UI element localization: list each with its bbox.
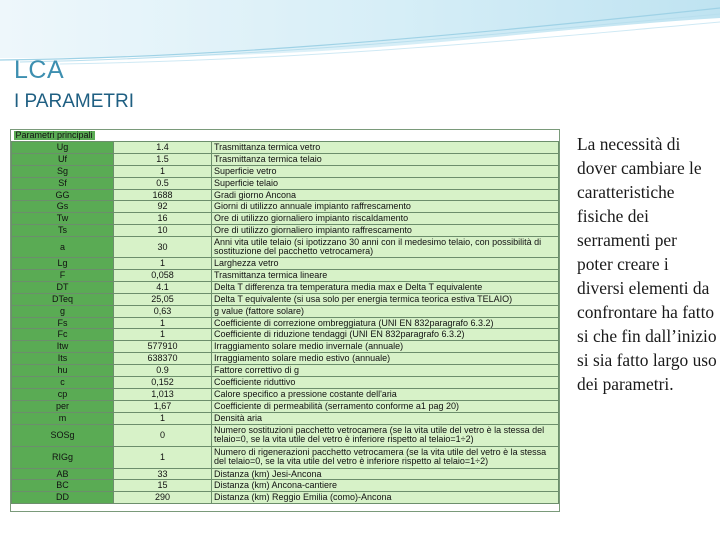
table-row: [12, 446, 559, 468]
parameter-value: 0,63: [114, 305, 212, 317]
parameter-symbol: Itw: [12, 341, 114, 353]
parameter-value: 1: [114, 446, 212, 468]
parameter-symbol: c: [12, 377, 114, 389]
table-row: [12, 281, 559, 293]
parameter-symbol: F: [12, 270, 114, 282]
table-row: [12, 225, 559, 237]
parameter-symbol: Tw: [12, 213, 114, 225]
table-row: [12, 317, 559, 329]
table-row: [12, 424, 559, 446]
parameter-description: Trasmittanza termica vetro: [212, 142, 559, 154]
parameter-value: 0: [114, 424, 212, 446]
parameter-description: Ore di utilizzo giornaliero impianto riscaldamento: [212, 213, 559, 225]
header-decoration: [0, 0, 720, 70]
table-row: [12, 142, 559, 154]
table-row: [12, 365, 559, 377]
parameters-table: [10, 129, 560, 512]
parameter-description: Coefficiente di correzione ombreggiatura (UNI EN 832paragrafo 6.3.2): [212, 317, 559, 329]
table-row: [12, 165, 559, 177]
table-row: [12, 305, 559, 317]
parameter-value: 577910: [114, 341, 212, 353]
parameter-symbol: DTeq: [12, 293, 114, 305]
table-row: [12, 201, 559, 213]
parameter-description: Larghezza vetro: [212, 258, 559, 270]
parameter-value: 0,058: [114, 270, 212, 282]
table-row: [12, 213, 559, 225]
parameter-symbol: Uf: [12, 153, 114, 165]
table-header: Parametri principali: [15, 130, 93, 140]
parameter-description: Gradi giorno Ancona: [212, 189, 559, 201]
parameter-description: Coefficiente di permeabilità (serramento conforme a1 pag 20): [212, 400, 559, 412]
parameter-symbol: Sg: [12, 165, 114, 177]
parameter-value: 1.4: [114, 142, 212, 154]
parameter-description: Numero sostituzioni pacchetto vetrocamera (se la vita utile del vetro è la stessa del telaio=0, se la vita utile del vetro è inferiore rispetto al telaio=1÷2): [212, 424, 559, 446]
parameter-description: Trasmittanza termica lineare: [212, 270, 559, 282]
parameter-description: Delta T differenza tra temperatura media max e Delta T equivalente: [212, 281, 559, 293]
parameter-symbol: hu: [12, 365, 114, 377]
parameter-symbol: Lg: [12, 258, 114, 270]
parameter-symbol: cp: [12, 388, 114, 400]
table-header-row: [12, 130, 559, 142]
parameter-value: 0.9: [114, 365, 212, 377]
table-row: [12, 353, 559, 365]
parameter-symbol: Fs: [12, 317, 114, 329]
table-row: [12, 412, 559, 424]
table-row: [12, 341, 559, 353]
parameter-symbol: Gs: [12, 201, 114, 213]
table-row: [12, 189, 559, 201]
parameter-value: 290: [114, 492, 212, 504]
parameter-symbol: RIGg: [12, 446, 114, 468]
parameter-description: Irraggiamento solare medio invernale (annuale): [212, 341, 559, 353]
parameter-value: 1: [114, 258, 212, 270]
slide-body-text: La necessità di dover cambiare le caratteristiche fisiche dei serramenti per poter creare i diversi elementi da confrontare ha fatto si che fin dall’inizio si sia fatto largo uso dei parametri.: [577, 134, 717, 394]
parameter-value: 1: [114, 165, 212, 177]
table-row: [12, 258, 559, 270]
parameter-value: 10: [114, 225, 212, 237]
parameter-symbol: Fc: [12, 329, 114, 341]
slide-title: LCA: [14, 56, 65, 84]
parameter-value: 1: [114, 329, 212, 341]
table-row: [12, 388, 559, 400]
parameter-value: 1,67: [114, 400, 212, 412]
parameter-value: 1688: [114, 189, 212, 201]
parameter-value: 30: [114, 237, 212, 258]
parameter-description: Anni vita utile telaio (si ipotizzano 30 anni con il medesimo telaio, con possibilità di sostituzione del pacchetto vetrocamera): [212, 237, 559, 258]
parameter-value: 33: [114, 468, 212, 480]
parameter-description: Superficie telaio: [212, 177, 559, 189]
table-row: [12, 400, 559, 412]
parameter-symbol: per: [12, 400, 114, 412]
slide-subtitle: I PARAMETRI: [14, 91, 134, 112]
parameter-description: Distanza (km) Ancona-cantiere: [212, 480, 559, 492]
parameter-description: Trasmittanza termica telaio: [212, 153, 559, 165]
parameter-symbol: DT: [12, 281, 114, 293]
parameter-description: Coefficiente riduttivo: [212, 377, 559, 389]
parameter-description: Numero di rigenerazioni pacchetto vetrocamera (se la vita utile del vetro è la stessa del telaio=0, se la vita utile del vetro è inferiore rispetto al telaio=1÷2): [212, 446, 559, 468]
table-row: [12, 492, 559, 504]
parameter-symbol: SOSg: [12, 424, 114, 446]
parameter-description: Delta T equivalente (si usa solo per energia termica teorica estiva TELAIO): [212, 293, 559, 305]
parameter-symbol: DD: [12, 492, 114, 504]
parameter-symbol: m: [12, 412, 114, 424]
parameter-symbol: Its: [12, 353, 114, 365]
parameters-grid: [11, 130, 559, 504]
parameter-symbol: GG: [12, 189, 114, 201]
parameter-symbol: a: [12, 237, 114, 258]
parameter-description: Calore specifico a pressione costante dell'aria: [212, 388, 559, 400]
parameter-symbol: Ug: [12, 142, 114, 154]
parameter-value: 15: [114, 480, 212, 492]
parameter-value: 1,013: [114, 388, 212, 400]
parameter-description: Fattore correttivo di g: [212, 365, 559, 377]
table-row: [12, 237, 559, 258]
parameter-description: Ore di utilizzo giornaliero impianto raffrescamento: [212, 225, 559, 237]
parameter-symbol: Sf: [12, 177, 114, 189]
parameter-value: 25,05: [114, 293, 212, 305]
parameter-description: Superficie vetro: [212, 165, 559, 177]
parameter-description: Giorni di utilizzo annuale impianto raffrescamento: [212, 201, 559, 213]
parameter-description: Distanza (km) Jesi-Ancona: [212, 468, 559, 480]
parameter-value: 16: [114, 213, 212, 225]
parameter-value: 92: [114, 201, 212, 213]
parameter-symbol: g: [12, 305, 114, 317]
table-row: [12, 270, 559, 282]
parameter-value: 4.1: [114, 281, 212, 293]
parameter-value: 1.5: [114, 153, 212, 165]
table-row: [12, 293, 559, 305]
parameter-description: Irraggiamento solare medio estivo (annuale): [212, 353, 559, 365]
parameter-symbol: BC: [12, 480, 114, 492]
parameter-value: 1: [114, 412, 212, 424]
table-row: [12, 177, 559, 189]
parameter-description: Coefficiente di riduzione tendaggi (UNI EN 832paragrafo 6.3.2): [212, 329, 559, 341]
parameter-value: 0,152: [114, 377, 212, 389]
parameter-description: Distanza (km) Reggio Emilia (como)-Ancona: [212, 492, 559, 504]
parameter-description: g value (fattore solare): [212, 305, 559, 317]
parameter-value: 1: [114, 317, 212, 329]
table-row: [12, 153, 559, 165]
table-row: [12, 480, 559, 492]
table-row: [12, 377, 559, 389]
parameter-value: 0.5: [114, 177, 212, 189]
parameter-value: 638370: [114, 353, 212, 365]
parameter-symbol: AB: [12, 468, 114, 480]
table-row: [12, 329, 559, 341]
table-row: [12, 468, 559, 480]
parameter-symbol: Ts: [12, 225, 114, 237]
parameter-description: Densità aria: [212, 412, 559, 424]
